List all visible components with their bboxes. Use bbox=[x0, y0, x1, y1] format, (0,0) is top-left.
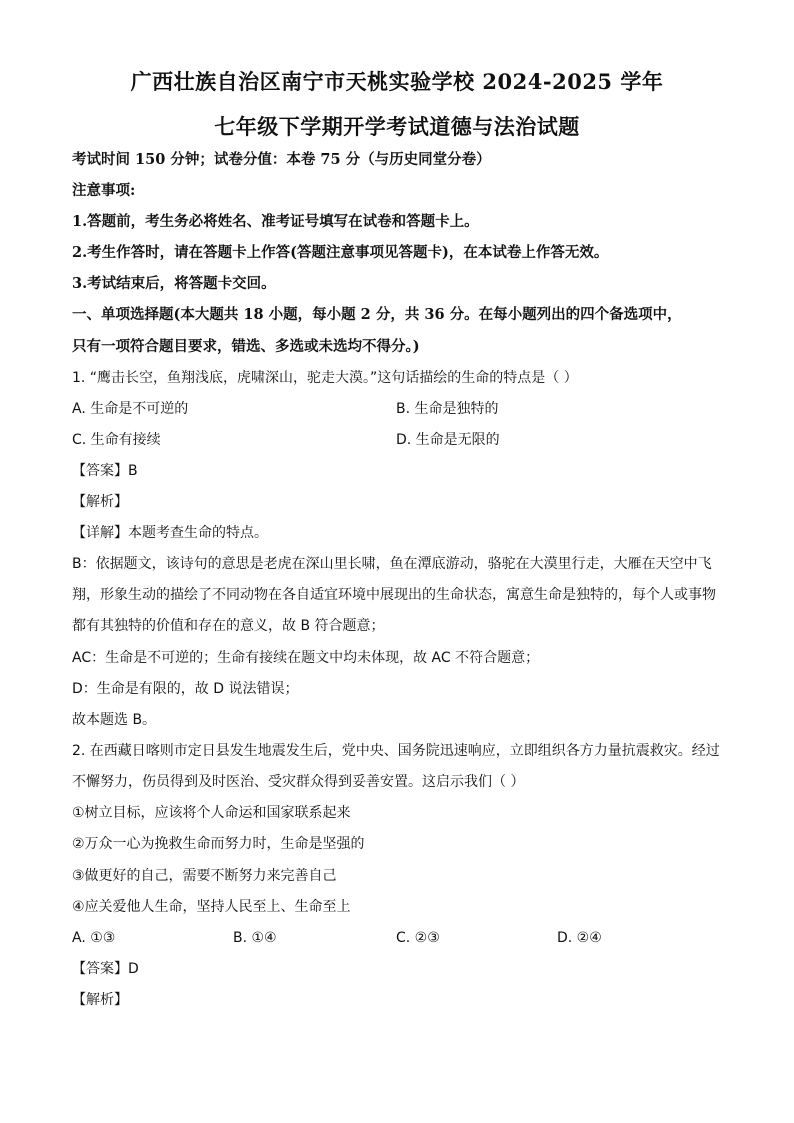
notice-heading: 注意事项: bbox=[72, 182, 136, 199]
notice-item-1: 1.答题前，考生务必将姓名、准考证号填写在试卷和答题卡上。 bbox=[72, 213, 479, 230]
notice-item-2: 2.考生作答时，请在答题卡上作答(答题注意事项见答题卡)，在本试卷上作答无效。 bbox=[72, 244, 609, 261]
q1-option-d: D. 生命是无限的 bbox=[396, 432, 500, 448]
exam-title-line1: 广西壮族自治区南宁市天桃实验学校 2024-2025 学年 bbox=[130, 69, 664, 94]
q2-option-d: D. ②④ bbox=[557, 930, 602, 946]
q1-answer: 【答案】B bbox=[72, 463, 138, 479]
q1-conclusion: 故本题选 B。 bbox=[72, 712, 157, 728]
q1-stem: 1. “鹰击长空，鱼翔浅底，虎啸深山，驼走大漠。”这句话描绘的生命的特点是（ ） bbox=[72, 370, 578, 386]
notice-item-3: 3.考试结束后，将答题卡交回。 bbox=[72, 275, 276, 292]
section1-heading-line1: 一、单项选择题(本大题共 18 小题，每小题 2 分，共 36 分。在每小题列出的四个备选项中， bbox=[72, 306, 682, 323]
q1-explain-line5: D：生命是有限的，故 D 说法错误； bbox=[72, 681, 299, 697]
q2-option-a: A. ①③ bbox=[72, 930, 116, 946]
q1-explain-line2: 翔，形象生动的描绘了不同动物在各自适宜环境中展现出的生命状态，寓意生命是独特的，每个人或事物 bbox=[72, 587, 716, 603]
q2-answer: 【答案】D bbox=[72, 961, 139, 977]
q1-explain-line3: 都有其独特的价值和存在的意义，故 B 符合题意； bbox=[72, 618, 385, 634]
q2-analysis-label: 【解析】 bbox=[72, 992, 128, 1008]
q1-option-b: B. 生命是独特的 bbox=[396, 401, 499, 417]
q1-explain-line4: AC：生命是不可逆的；生命有接续在题文中均未体现，故 AC 不符合题意； bbox=[72, 650, 540, 666]
q2-option-c: C. ②③ bbox=[396, 930, 440, 946]
q2-option-b: B. ①④ bbox=[233, 930, 277, 946]
section1-heading-line2: 只有一项符合题目要求，错选、多选或未选均不得分。) bbox=[72, 338, 420, 355]
q1-option-c: C. 生命有接续 bbox=[72, 432, 161, 448]
q1-analysis-label: 【解析】 bbox=[72, 494, 128, 510]
q1-detail: 【详解】本题考查生命的特点。 bbox=[72, 525, 268, 541]
q1-option-a: A. 生命是不可逆的 bbox=[72, 401, 189, 417]
q2-stem-line1: 2. 在西藏日喀则市定日县发生地震发生后，党中央、国务院迅速响应，立即组织各方力量抗震救灾。经过 bbox=[72, 743, 720, 759]
q2-statement-4: ④应关爱他人生命，坚持人民至上、生命至上 bbox=[72, 899, 351, 915]
q2-statement-2: ②万众一心为挽救生命而努力时，生命是坚强的 bbox=[72, 836, 365, 852]
q2-stem-line2: 不懈努力，伤员得到及时医治、受灾群众得到妥善安置。这启示我们（ ） bbox=[72, 774, 525, 790]
exam-info: 考试时间 150 分钟；试卷分值：本卷 75 分（与历史同堂分卷） bbox=[72, 151, 491, 168]
q2-statement-1: ①树立目标，应该将个人命运和国家联系起来 bbox=[72, 805, 351, 821]
exam-title-line2: 七年级下学期开学考试道德与法治试题 bbox=[214, 114, 580, 139]
q1-explain-line1: B：依据题文，该诗句的意思是老虎在深山里长啸，鱼在潭底游动，骆驼在大漠里行走，大雁在天空中飞 bbox=[72, 556, 712, 572]
q2-statement-3: ③做更好的自己，需要不断努力来完善自己 bbox=[72, 868, 337, 884]
